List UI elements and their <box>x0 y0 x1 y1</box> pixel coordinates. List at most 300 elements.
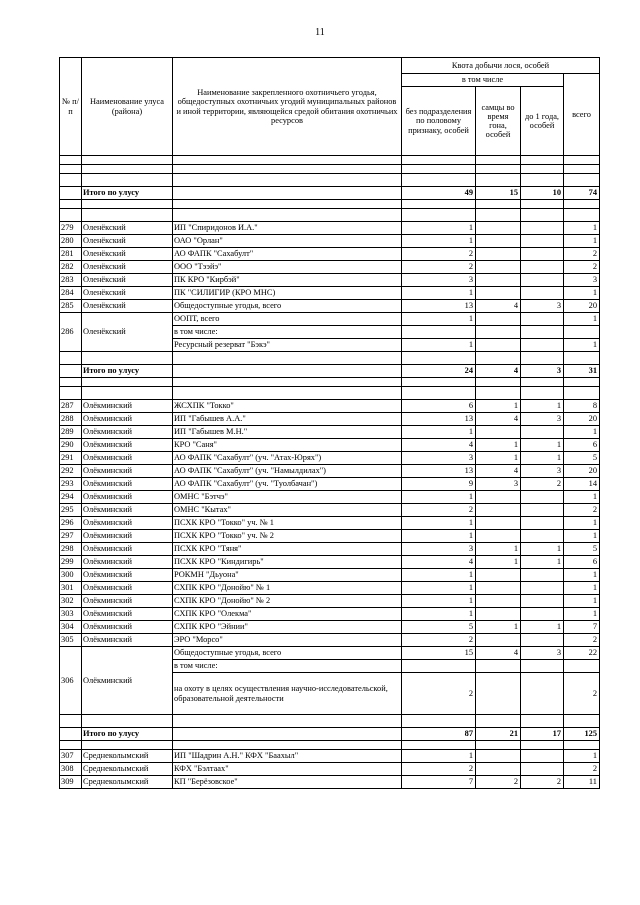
no-sex-cell: 2 <box>402 634 476 647</box>
males-cell: 1 <box>476 452 521 465</box>
males-cell <box>476 763 521 776</box>
row-number-cell: 283 <box>60 274 82 287</box>
table-row <box>60 235 600 248</box>
land-cell: КРО "Саня" <box>173 439 402 452</box>
empty-cell <box>402 378 476 387</box>
total-young: 17 <box>521 728 564 741</box>
table-row <box>60 621 600 634</box>
row-number-cell: 302 <box>60 595 82 608</box>
row-number-cell: 298 <box>60 543 82 556</box>
table-row <box>60 543 600 556</box>
land-cell: АО ФАПК "Сахабулт" (уч. "Туолбачан") <box>173 478 402 491</box>
empty-cell <box>402 352 476 365</box>
header-quota: Квота добычи лося, особей <box>402 58 600 74</box>
land-cell: ПСХК КРО "Тяня" <box>173 543 402 556</box>
empty-cell <box>564 174 600 187</box>
young-cell: 1 <box>521 452 564 465</box>
empty-row <box>60 156 600 165</box>
empty-cell <box>564 352 600 365</box>
ulus-cell: Олёкминский <box>82 647 173 715</box>
no-sex-cell: 1 <box>402 235 476 248</box>
land-cell: ПСХК КРО "Киндигирь" <box>173 556 402 569</box>
ulus-cell: Среднеколымский <box>82 776 173 789</box>
moose-quota-table <box>59 57 600 789</box>
young-cell <box>521 287 564 300</box>
males-cell: 3 <box>476 478 521 491</box>
empty-row <box>60 715 600 728</box>
no-sex-cell: 13 <box>402 413 476 426</box>
empty-cell <box>173 365 402 378</box>
empty-cell <box>564 209 600 222</box>
empty-cell <box>402 174 476 187</box>
total-cell: 1 <box>564 608 600 621</box>
empty-cell <box>82 174 173 187</box>
empty-cell <box>60 209 82 222</box>
row-number-cell: 307 <box>60 750 82 763</box>
land-cell: ПСХК КРО "Токко" уч. № 2 <box>173 530 402 543</box>
no-sex-cell: 7 <box>402 776 476 789</box>
empty-row <box>60 174 600 187</box>
land-cell: СХПК КРО "Донойю" № 2 <box>173 595 402 608</box>
young-cell <box>521 517 564 530</box>
land-cell: КФХ "Бэлтаах" <box>173 763 402 776</box>
total-males: 15 <box>476 187 521 200</box>
young-cell <box>521 339 564 352</box>
row-number-cell: 280 <box>60 235 82 248</box>
ulus-cell: Оленёкский <box>82 274 173 287</box>
total-no-sex: 49 <box>402 187 476 200</box>
males-cell <box>476 517 521 530</box>
total-cell: 2 <box>564 634 600 647</box>
land-cell: ЭРО "Морсо" <box>173 634 402 647</box>
header-no-sex: без подразделения по половому признаку, особей <box>402 87 476 156</box>
empty-cell <box>82 209 173 222</box>
ulus-cell: Олёкминский <box>82 426 173 439</box>
males-cell <box>476 261 521 274</box>
no-sex-cell: 1 <box>402 595 476 608</box>
no-sex-cell: 4 <box>402 439 476 452</box>
ulus-cell: Олёкминский <box>82 595 173 608</box>
table-row <box>60 261 600 274</box>
total-cell: 20 <box>564 413 600 426</box>
ulus-cell: Олёкминский <box>82 452 173 465</box>
empty-row <box>60 741 600 750</box>
total-cell: 1 <box>564 595 600 608</box>
total-cell: 7 <box>564 621 600 634</box>
empty-row <box>60 209 600 222</box>
no-sex-cell: 1 <box>402 569 476 582</box>
no-sex-cell: 3 <box>402 452 476 465</box>
table-row <box>60 222 600 235</box>
total-total: 125 <box>564 728 600 741</box>
header-young: до 1 года, особей <box>521 87 564 156</box>
young-cell <box>521 634 564 647</box>
row-number-cell: 299 <box>60 556 82 569</box>
young-cell <box>521 235 564 248</box>
header-ulus: Наименование улуса (района) <box>82 58 173 156</box>
no-sex-cell: 1 <box>402 287 476 300</box>
empty-row <box>60 378 600 387</box>
land-cell: ОМНС "Кытах" <box>173 504 402 517</box>
ulus-cell: Оленёкский <box>82 300 173 313</box>
empty-cell <box>173 174 402 187</box>
table-row <box>60 582 600 595</box>
ulus-cell: Среднеколымский <box>82 750 173 763</box>
males-cell <box>476 491 521 504</box>
row-number-cell: 282 <box>60 261 82 274</box>
empty-cell <box>476 174 521 187</box>
males-cell: 1 <box>476 621 521 634</box>
empty-cell <box>402 209 476 222</box>
no-sex-cell: 1 <box>402 491 476 504</box>
row-number-cell: 284 <box>60 287 82 300</box>
no-sex-cell: 3 <box>402 274 476 287</box>
row-number-cell: 279 <box>60 222 82 235</box>
ulus-cell: Олёкминский <box>82 634 173 647</box>
empty-cell <box>476 741 521 750</box>
ulus-cell: Оленёкский <box>82 313 173 352</box>
males-cell: 4 <box>476 300 521 313</box>
empty-cell <box>564 200 600 209</box>
empty-cell <box>173 728 402 741</box>
ulus-cell: Олёкминский <box>82 465 173 478</box>
empty-cell <box>82 352 173 365</box>
table-row <box>60 556 600 569</box>
table-row <box>60 595 600 608</box>
total-cell: 2 <box>564 504 600 517</box>
empty-cell <box>82 156 173 165</box>
ulus-cell: Олёкминский <box>82 543 173 556</box>
row-number-cell: 287 <box>60 400 82 413</box>
no-sex-cell: 5 <box>402 621 476 634</box>
total-cell: 1 <box>564 426 600 439</box>
young-cell: 3 <box>521 465 564 478</box>
males-cell <box>476 504 521 517</box>
empty-cell <box>60 187 82 200</box>
total-males: 4 <box>476 365 521 378</box>
land-cell: СХПК КРО "Эйнии" <box>173 621 402 634</box>
row-number-cell: 301 <box>60 582 82 595</box>
empty-cell <box>60 741 82 750</box>
empty-cell <box>173 209 402 222</box>
empty-cell <box>521 387 564 400</box>
young-cell <box>521 750 564 763</box>
no-sex-cell: 1 <box>402 530 476 543</box>
empty-cell <box>476 378 521 387</box>
empty-cell <box>60 352 82 365</box>
land-cell: КП "Берёзовское" <box>173 776 402 789</box>
young-cell <box>521 569 564 582</box>
young-cell: 1 <box>521 400 564 413</box>
row-number-cell: 293 <box>60 478 82 491</box>
no-sex-cell: 1 <box>402 608 476 621</box>
males-cell: 1 <box>476 556 521 569</box>
row-number-cell: 305 <box>60 634 82 647</box>
table-row <box>60 400 600 413</box>
empty-cell <box>173 200 402 209</box>
row-number-cell: 296 <box>60 517 82 530</box>
no-sex-cell: 1 <box>402 313 476 326</box>
males-cell: 4 <box>476 647 521 660</box>
empty-cell <box>476 387 521 400</box>
table-row <box>60 647 600 660</box>
total-cell: 1 <box>564 222 600 235</box>
young-cell <box>521 608 564 621</box>
empty-cell <box>82 165 173 174</box>
land-cell: ПК КРО "Кирбэй" <box>173 274 402 287</box>
empty-cell <box>521 209 564 222</box>
no-sex-cell: 13 <box>402 465 476 478</box>
table-row <box>60 517 600 530</box>
table-row <box>60 491 600 504</box>
total-cell: 22 <box>564 647 600 660</box>
total-row <box>60 728 600 741</box>
table-row <box>60 248 600 261</box>
land-cell: АО ФАПК "Сахабулт" <box>173 248 402 261</box>
row-number-cell: 308 <box>60 763 82 776</box>
ulus-cell: Олёкминский <box>82 608 173 621</box>
no-sex-cell: 2 <box>402 504 476 517</box>
ulus-cell: Олёкминский <box>82 491 173 504</box>
empty-cell <box>521 200 564 209</box>
young-cell <box>521 491 564 504</box>
ulus-cell: Оленёкский <box>82 261 173 274</box>
empty-cell <box>173 741 402 750</box>
total-cell: 5 <box>564 452 600 465</box>
land-cell: Общедоступные угодья, всего <box>173 300 402 313</box>
land-cell: РОКМН "Дьуона" <box>173 569 402 582</box>
young-cell <box>521 222 564 235</box>
total-row <box>60 187 600 200</box>
empty-cell <box>82 715 173 728</box>
empty-cell <box>564 715 600 728</box>
table-row <box>60 530 600 543</box>
no-sex-cell <box>402 660 476 673</box>
young-cell <box>521 673 564 715</box>
total-cell: 20 <box>564 300 600 313</box>
total-cell: 1 <box>564 313 600 326</box>
total-row <box>60 365 600 378</box>
empty-cell <box>521 352 564 365</box>
empty-cell <box>521 378 564 387</box>
ulus-cell: Олёкминский <box>82 530 173 543</box>
no-sex-cell: 1 <box>402 517 476 530</box>
page-number: 11 <box>315 27 325 38</box>
empty-row <box>60 165 600 174</box>
empty-cell <box>402 200 476 209</box>
empty-cell <box>173 156 402 165</box>
young-cell: 3 <box>521 413 564 426</box>
row-number-cell: 306 <box>60 647 82 715</box>
ulus-cell: Олёкминский <box>82 582 173 595</box>
young-cell <box>521 595 564 608</box>
empty-cell <box>60 387 82 400</box>
header-no: № п/п <box>60 58 82 156</box>
no-sex-cell: 2 <box>402 248 476 261</box>
males-cell <box>476 274 521 287</box>
males-cell <box>476 426 521 439</box>
row-number-cell: 292 <box>60 465 82 478</box>
total-cell: 14 <box>564 478 600 491</box>
row-number-cell: 288 <box>60 413 82 426</box>
no-sex-cell: 9 <box>402 478 476 491</box>
young-cell <box>521 763 564 776</box>
row-number-cell: 281 <box>60 248 82 261</box>
ulus-cell: Оленёкский <box>82 287 173 300</box>
empty-cell <box>564 156 600 165</box>
empty-cell <box>521 174 564 187</box>
table-body <box>60 156 600 789</box>
no-sex-cell: 13 <box>402 300 476 313</box>
empty-cell <box>173 715 402 728</box>
row-number-cell: 285 <box>60 300 82 313</box>
empty-cell <box>82 741 173 750</box>
ulus-cell: Оленёкский <box>82 235 173 248</box>
land-cell: ПСХК КРО "Токко" уч. № 1 <box>173 517 402 530</box>
total-cell: 2 <box>564 261 600 274</box>
empty-cell <box>521 715 564 728</box>
ulus-cell: Олёкминский <box>82 621 173 634</box>
row-number-cell: 295 <box>60 504 82 517</box>
males-cell <box>476 235 521 248</box>
empty-cell <box>402 715 476 728</box>
young-cell <box>521 326 564 339</box>
land-cell: ИП "Спиридонов И.А." <box>173 222 402 235</box>
land-cell: СХПК КРО "Олекма" <box>173 608 402 621</box>
no-sex-cell: 2 <box>402 261 476 274</box>
empty-cell <box>173 165 402 174</box>
young-cell <box>521 582 564 595</box>
table-row <box>60 465 600 478</box>
empty-row <box>60 387 600 400</box>
land-cell: АО ФАПК "Сахабулт" (уч. "Намылдилах") <box>173 465 402 478</box>
young-cell: 3 <box>521 300 564 313</box>
empty-cell <box>82 378 173 387</box>
ulus-cell: Олёкминский <box>82 517 173 530</box>
total-cell: 1 <box>564 339 600 352</box>
males-cell: 1 <box>476 400 521 413</box>
total-cell: 1 <box>564 582 600 595</box>
land-cell: АО ФАПК "Сахабулт" (уч. "Атах-Юрях") <box>173 452 402 465</box>
empty-cell <box>521 165 564 174</box>
males-cell <box>476 287 521 300</box>
empty-cell <box>60 156 82 165</box>
ulus-cell: Олёкминский <box>82 400 173 413</box>
header-row <box>60 58 600 74</box>
empty-cell <box>521 741 564 750</box>
empty-cell <box>476 165 521 174</box>
young-cell <box>521 426 564 439</box>
empty-cell <box>564 165 600 174</box>
young-cell <box>521 248 564 261</box>
young-cell: 2 <box>521 776 564 789</box>
ulus-cell: Олёкминский <box>82 439 173 452</box>
row-number-cell: 290 <box>60 439 82 452</box>
males-cell <box>476 750 521 763</box>
table-row <box>60 776 600 789</box>
no-sex-cell: 2 <box>402 763 476 776</box>
table-row <box>60 569 600 582</box>
total-cell: 6 <box>564 439 600 452</box>
row-number-cell: 294 <box>60 491 82 504</box>
land-cell: на охоту в целях осуществления научно-исследовательской, образовательной деятельности <box>173 673 402 715</box>
empty-cell <box>60 378 82 387</box>
males-cell <box>476 339 521 352</box>
total-cell <box>564 660 600 673</box>
land-cell: СХПК КРО "Донойю" № 1 <box>173 582 402 595</box>
young-cell <box>521 274 564 287</box>
land-cell: Общедоступные угодья, всего <box>173 647 402 660</box>
header-males: самцы во время гона, особей <box>476 87 521 156</box>
ulus-cell: Оленёкский <box>82 222 173 235</box>
land-cell: ОМНС "Бэтчэ" <box>173 491 402 504</box>
empty-cell <box>476 200 521 209</box>
empty-cell <box>564 387 600 400</box>
empty-cell <box>521 156 564 165</box>
males-cell <box>476 660 521 673</box>
table-row <box>60 413 600 426</box>
total-label: Итого по улусу <box>82 187 173 200</box>
total-total: 31 <box>564 365 600 378</box>
total-label: Итого по улусу <box>82 365 173 378</box>
empty-cell <box>173 387 402 400</box>
total-cell: 1 <box>564 530 600 543</box>
young-cell <box>521 313 564 326</box>
row-number-cell: 304 <box>60 621 82 634</box>
young-cell <box>521 504 564 517</box>
total-cell: 1 <box>564 287 600 300</box>
total-total: 74 <box>564 187 600 200</box>
males-cell: 1 <box>476 439 521 452</box>
empty-cell <box>60 715 82 728</box>
empty-cell <box>402 387 476 400</box>
total-label: Итого по улусу <box>82 728 173 741</box>
young-cell <box>521 261 564 274</box>
empty-cell <box>82 200 173 209</box>
row-number-cell: 297 <box>60 530 82 543</box>
males-cell <box>476 634 521 647</box>
empty-cell <box>60 728 82 741</box>
total-cell: 1 <box>564 517 600 530</box>
empty-cell <box>173 187 402 200</box>
total-cell: 20 <box>564 465 600 478</box>
males-cell <box>476 608 521 621</box>
land-cell: в том числе: <box>173 326 402 339</box>
no-sex-cell: 2 <box>402 673 476 715</box>
ulus-cell: Олёкминский <box>82 478 173 491</box>
empty-cell <box>402 156 476 165</box>
empty-cell <box>60 165 82 174</box>
empty-cell <box>60 174 82 187</box>
young-cell <box>521 660 564 673</box>
young-cell: 1 <box>521 543 564 556</box>
no-sex-cell: 1 <box>402 222 476 235</box>
young-cell: 1 <box>521 621 564 634</box>
row-number-cell: 291 <box>60 452 82 465</box>
males-cell <box>476 530 521 543</box>
total-cell: 8 <box>564 400 600 413</box>
row-number-cell: 289 <box>60 426 82 439</box>
empty-cell <box>476 209 521 222</box>
empty-cell <box>564 378 600 387</box>
ulus-cell: Олёкминский <box>82 504 173 517</box>
land-cell: ОАО "Орлан" <box>173 235 402 248</box>
table-row <box>60 608 600 621</box>
total-young: 3 <box>521 365 564 378</box>
table-row <box>60 750 600 763</box>
empty-row <box>60 352 600 365</box>
no-sex-cell: 1 <box>402 750 476 763</box>
